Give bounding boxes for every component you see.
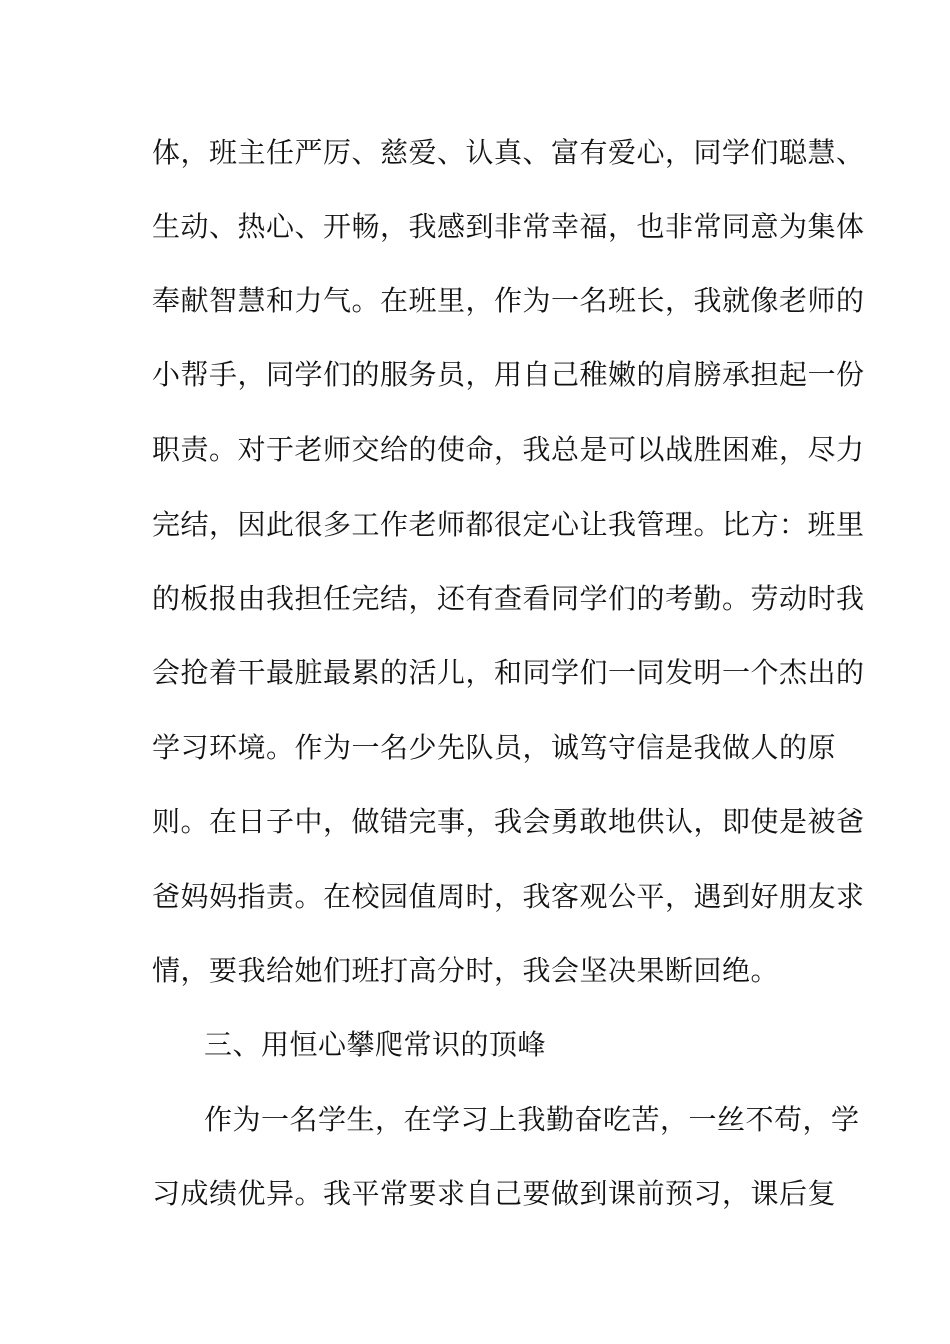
paragraph-line: 则。在日子中，做错完事，我会勇敢地供认，即使是被爸 (152, 805, 865, 838)
paragraph-line: 生动、热心、开畅，我感到非常幸福，也非常同意为集体 (152, 210, 865, 243)
paragraph-line: 完结，因此很多工作老师都很定心让我管理。比方：班里 (152, 508, 865, 541)
paragraph-line: 的板报由我担任完结，还有查看同学们的考勤。劳动时我 (152, 582, 865, 615)
paragraph-line: 小帮手，同学们的服务员，用自己稚嫩的肩膀承担起一份 (152, 358, 865, 391)
paragraph-line: 情，要我给她们班打高分时，我会坚决果断回绝。 (152, 954, 780, 987)
paragraph-line: 会抢着干最脏最累的活儿，和同学们一同发明一个杰出的 (152, 656, 865, 689)
paragraph-line: 习成绩优异。我平常要求自己要做到课前预习，课后复 (152, 1177, 837, 1210)
section-heading: 三、用恒心攀爬常识的顶峰 (204, 1028, 547, 1061)
paragraph-line: 学习环境。作为一名少先队员，诚笃守信是我做人的原 (152, 731, 837, 764)
paragraph-first-line: 作为一名学生，在学习上我勤奋吃苦，一丝不苟，学 (204, 1103, 860, 1136)
paragraph-line: 奉献智慧和力气。在班里，作为一名班长，我就像老师的 (152, 284, 865, 317)
paragraph-line: 体，班主任严厉、慈爱、认真、富有爱心，同学们聪慧、 (152, 136, 865, 169)
paragraph-line: 职责。对于老师交给的使命，我总是可以战胜困难，尽力 (152, 433, 865, 466)
paragraph-line: 爸妈妈指责。在校园值周时，我客观公平，遇到好朋友求 (152, 880, 865, 913)
